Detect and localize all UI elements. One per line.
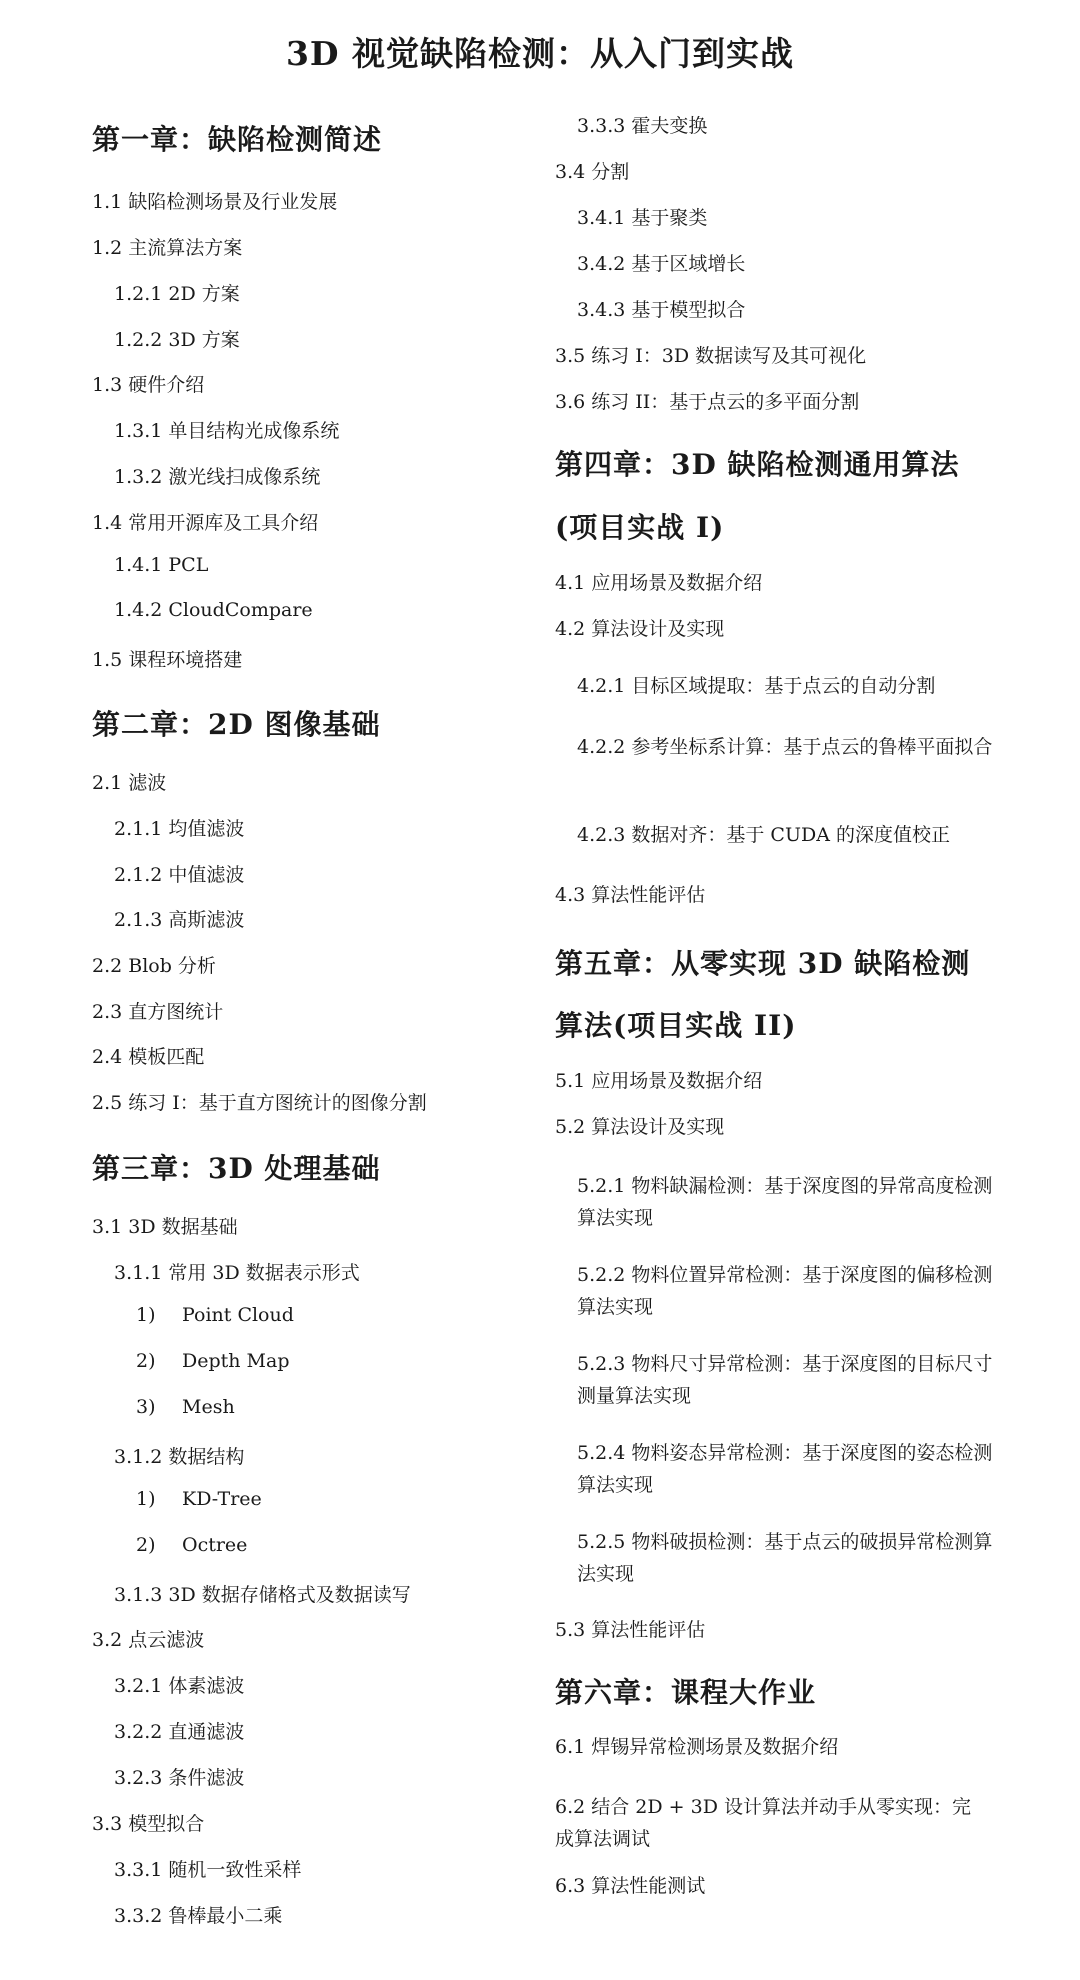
list-item-number: 3) <box>136 1396 156 1418</box>
chapter-heading: 第二章：2D 图像基础 <box>92 708 381 741</box>
section-entry: 6.3 算法性能测试 <box>555 1875 706 1897</box>
section-entry: 1.3 硬件介绍 <box>92 374 205 396</box>
section-entry: 5.3 算法性能评估 <box>555 1619 706 1641</box>
list-item <box>92 1488 262 1510</box>
list-item-label: Mesh <box>182 1396 235 1418</box>
subsection-entry: 1.4.2 CloudCompare <box>114 599 313 621</box>
section-entry: 2.5 练习 I：基于直方图统计的图像分割 <box>92 1092 427 1114</box>
section-entry: 2.2 Blob 分析 <box>92 955 216 977</box>
list-item-label: KD-Tree <box>182 1488 262 1510</box>
section-entry: 3.6 练习 II：基于点云的多平面分割 <box>555 391 860 413</box>
subsection-entry: 3.2.3 条件滤波 <box>114 1767 245 1789</box>
section-entry: 2.3 直方图统计 <box>92 1001 224 1023</box>
list-item <box>92 1534 247 1556</box>
section-entry: 3.5 练习 I：3D 数据读写及其可视化 <box>555 345 867 367</box>
section-entry: 3.4 分割 <box>555 161 630 183</box>
section-entry: 6.1 焊锡异常检测场景及数据介绍 <box>555 1736 839 1758</box>
section-entry: 3.3 模型拟合 <box>92 1813 205 1835</box>
chapter-heading: 第四章：3D 缺陷检测通用算法 <box>555 448 960 481</box>
list-item <box>92 1350 290 1372</box>
section-entry: 4.1 应用场景及数据介绍 <box>555 572 763 594</box>
subsection-entry: 1.3.1 单目结构光成像系统 <box>114 420 340 442</box>
list-item-number: 2) <box>136 1350 156 1372</box>
section-entry: 1.5 课程环境搭建 <box>92 649 243 671</box>
list-item-number: 1) <box>136 1488 156 1510</box>
list-item <box>92 1396 235 1418</box>
subsection-entry: 1.2.1 2D 方案 <box>114 283 240 305</box>
subsection-entry: 3.4.3 基于模型拟合 <box>577 299 746 321</box>
section-entry: 5.1 应用场景及数据介绍 <box>555 1070 763 1092</box>
chapter-heading: 第一章：缺陷检测简述 <box>92 123 383 156</box>
subsection-entry: 5.2.1 物料缺漏检测：基于深度图的异常高度检测算法实现 <box>577 1175 993 1229</box>
subsection-entry: 3.1.1 常用 3D 数据表示形式 <box>114 1262 360 1284</box>
subsection-entry: 3.1.3 3D 数据存储格式及数据读写 <box>114 1584 411 1606</box>
subsection-entry: 4.2.1 目标区域提取：基于点云的自动分割 <box>577 675 936 697</box>
section-entry: 1.4 常用开源库及工具介绍 <box>92 512 319 534</box>
section-entry: 5.2 算法设计及实现 <box>555 1116 725 1138</box>
list-item-label: Depth Map <box>182 1350 290 1372</box>
section-entry: 3.2 点云滤波 <box>92 1629 205 1651</box>
subsection-entry: 5.2.5 物料破损检测：基于点云的破损异常检测算法实现 <box>577 1531 993 1585</box>
subsection-entry: 3.4.2 基于区域增长 <box>577 253 746 275</box>
list-item-number: 2) <box>136 1534 156 1556</box>
list-item-label: Octree <box>182 1534 248 1556</box>
chapter-heading: (项目实战 I) <box>555 511 725 544</box>
subsection-entry: 3.3.1 随机一致性采样 <box>114 1859 302 1881</box>
section-entry: 3.1 3D 数据基础 <box>92 1216 238 1238</box>
section-entry: 4.3 算法性能评估 <box>555 884 706 906</box>
subsection-entry: 3.2.2 直通滤波 <box>114 1721 245 1743</box>
subsection-entry: 4.2.3 数据对齐：基于 CUDA 的深度值校正 <box>577 824 950 846</box>
subsection-entry: 1.4.1 PCL <box>114 554 209 576</box>
chapter-heading: 第六章：课程大作业 <box>555 1676 817 1709</box>
chapter-heading: 第三章：3D 处理基础 <box>92 1152 381 1185</box>
subsection-entry: 2.1.1 均值滤波 <box>114 818 245 840</box>
section-entry: 1.2 主流算法方案 <box>92 237 243 259</box>
section-entry: 4.2 算法设计及实现 <box>555 618 725 640</box>
subsection-entry: 3.3.2 鲁棒最小二乘 <box>114 1905 283 1927</box>
list-item <box>92 1304 294 1326</box>
subsection-entry: 1.2.2 3D 方案 <box>114 329 240 351</box>
subsection-entry: 1.3.2 激光线扫成像系统 <box>114 466 321 488</box>
subsection-entry: 5.2.2 物料位置异常检测：基于深度图的偏移检测算法实现 <box>577 1264 993 1318</box>
section-entry: 6.2 结合 2D + 3D 设计算法并动手从零实现：完成算法调试 <box>555 1796 971 1850</box>
subsection-entry: 3.2.1 体素滤波 <box>114 1675 245 1697</box>
list-item-label: Point Cloud <box>182 1304 294 1326</box>
subsection-entry: 3.3.3 霍夫变换 <box>577 115 708 137</box>
subsection-entry: 3.1.2 数据结构 <box>114 1446 245 1468</box>
section-entry: 1.1 缺陷检测场景及行业发展 <box>92 191 338 213</box>
chapter-heading: 第五章：从零实现 3D 缺陷检测 <box>555 947 971 980</box>
section-entry: 2.4 模板匹配 <box>92 1046 205 1068</box>
subsection-entry: 5.2.3 物料尺寸异常检测：基于深度图的目标尺寸测量算法实现 <box>577 1353 993 1407</box>
list-item-number: 1) <box>136 1304 156 1326</box>
subsection-entry: 2.1.3 高斯滤波 <box>114 909 245 931</box>
section-entry: 2.1 滤波 <box>92 772 167 794</box>
subsection-entry: 5.2.4 物料姿态异常检测：基于深度图的姿态检测算法实现 <box>577 1442 993 1496</box>
subsection-entry: 4.2.2 参考坐标系计算：基于点云的鲁棒平面拟合 <box>577 736 993 758</box>
chapter-heading: 算法(项目实战 II) <box>555 1009 797 1042</box>
document-title: 3D 视觉缺陷检测：从入门到实战 <box>285 34 795 73</box>
subsection-entry: 3.4.1 基于聚类 <box>577 207 708 229</box>
subsection-entry: 2.1.2 中值滤波 <box>114 864 245 886</box>
